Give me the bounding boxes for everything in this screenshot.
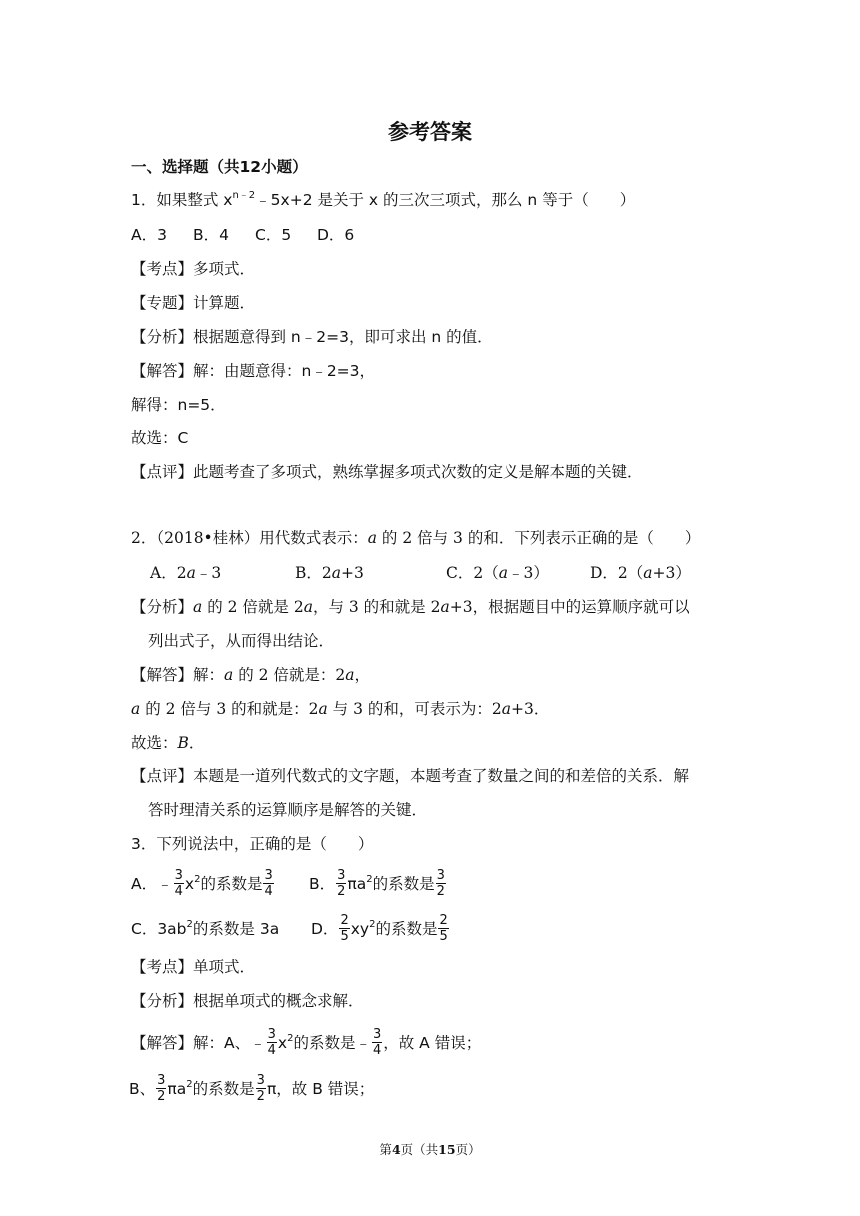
numerator: 3	[157, 1073, 166, 1088]
exponent: 2	[366, 874, 373, 885]
q2-stem-part: 的 2 倍与 3 的和．下列表示正确的是（ ）	[381, 529, 701, 547]
q3-options-cd	[131, 914, 450, 945]
fraction	[336, 868, 346, 899]
fraction	[256, 1073, 266, 1104]
q1-option-d: D．6	[317, 226, 355, 244]
q2-option-d	[590, 563, 691, 583]
q3-text: B、	[129, 1080, 156, 1098]
q3-text: 的系数是	[375, 920, 438, 938]
q3-text: C．3ab	[131, 920, 187, 938]
q2-text: 故选：	[131, 734, 178, 752]
q2-variable: a	[224, 666, 234, 684]
fraction	[438, 913, 448, 944]
question-2-options	[150, 563, 691, 583]
denominator: 4	[372, 1043, 382, 1058]
q2-variable: a	[318, 700, 328, 718]
q2-opt-text: +3	[341, 564, 364, 582]
fraction	[436, 868, 446, 899]
q2-option-a	[150, 563, 295, 583]
denominator: 2	[256, 1089, 265, 1104]
q2-text: 【分析】	[131, 598, 194, 616]
q1-answer: 故选：C	[131, 429, 189, 447]
question-3-stem: 3．下列说法中，正确的是（ ）	[131, 835, 374, 853]
q2-text: 的 2 倍就是：2	[238, 666, 346, 684]
q2-option-b	[295, 563, 446, 583]
numerator: 3	[267, 1027, 276, 1042]
exponent: 2	[369, 919, 376, 930]
exponent: 2	[287, 1033, 294, 1044]
q2-variable: a	[345, 666, 355, 684]
current-page-number: 4	[391, 1142, 401, 1157]
total-pages-number: 15	[438, 1142, 456, 1157]
q2-option-c	[446, 563, 590, 583]
q1-dianping: 【点评】此题考查了多项式，熟练掌握多项式次数的定义是解本题的关键．	[131, 463, 643, 481]
q3-text: 的系数是﹣	[293, 1034, 371, 1052]
q2-opt-text: B．2	[295, 564, 332, 582]
q3-text: 【解答】解：A、﹣	[131, 1034, 266, 1052]
q3-options-ab	[131, 869, 447, 900]
q3-text: B．	[309, 875, 336, 893]
numerator: 3	[174, 868, 183, 883]
q2-text: +3．	[511, 700, 550, 718]
q2-variable: a	[186, 564, 196, 582]
denominator: 2	[157, 1089, 166, 1104]
q3-text: xy	[350, 920, 370, 938]
q2-jieda	[131, 665, 370, 685]
q3-text: 的系数是	[372, 875, 435, 893]
q3-option-c	[131, 919, 311, 942]
q3-jieda-line-b	[129, 1074, 374, 1105]
q3-text: ，故 A 错误；	[383, 1034, 482, 1052]
denominator: 4	[264, 884, 273, 899]
q1-zhuanti: 【专题】计算题．	[131, 294, 256, 312]
q2-variable: a	[367, 529, 377, 547]
question-1-stem	[131, 190, 635, 213]
q2-text: 的 2 倍就是 2	[207, 598, 304, 616]
q2-opt-text: +3）	[652, 564, 691, 582]
section-heading: 一、选择题（共12小题）	[131, 158, 308, 176]
q3-text: πa	[347, 875, 367, 893]
denominator: 5	[340, 929, 349, 944]
q2-jieda-line-2	[131, 699, 549, 719]
numerator: 3	[264, 868, 273, 883]
q2-text: ，	[354, 666, 371, 684]
q3-option-d	[311, 914, 450, 945]
q2-text: ．	[188, 734, 205, 752]
q2-opt-text: A．2	[150, 564, 187, 582]
page-title: 参考答案	[388, 120, 472, 144]
q2-text: 的 2 倍与 3 的和就是：2	[145, 700, 319, 718]
q2-stem-part: 2．（2018•桂林）用代数式表示：	[131, 529, 368, 547]
q3-text: π，故 B 错误；	[266, 1080, 375, 1098]
q2-dianping-line-1: 【点评】本题是一道列代数式的文字题，本题考查了数量之间的和差倍的关系．解	[131, 767, 690, 785]
exponent: 2	[186, 1079, 193, 1090]
fraction	[267, 1027, 277, 1058]
q2-opt-text: C．2（	[446, 564, 499, 582]
question-2-stem	[131, 528, 700, 548]
q2-variable: a	[331, 564, 342, 582]
q2-text: +3，根据题目中的运算顺序就可以	[449, 598, 690, 616]
q1-option-c: C．5	[255, 226, 292, 244]
q2-variable: a	[501, 700, 511, 718]
q2-answer-letter: B	[177, 734, 189, 752]
q2-variable: a	[498, 564, 508, 582]
denominator: 2	[436, 884, 445, 899]
fraction	[174, 868, 184, 899]
footer-text: 页）	[455, 1142, 481, 1157]
q2-variable: a	[643, 564, 653, 582]
numerator: 2	[439, 913, 448, 928]
page-footer	[0, 1140, 860, 1158]
numerator: 3	[436, 868, 445, 883]
q1-jieda: 【解答】解：由题意得：n﹣2=3，	[131, 362, 376, 380]
q2-text: ，与 3 的和就是 2	[312, 598, 441, 616]
q2-fenxi-line-2: 列出式子，从而得出结论．	[148, 632, 335, 650]
fraction	[372, 1027, 382, 1058]
q3-text: x	[184, 875, 195, 893]
denominator: 5	[439, 929, 448, 944]
q1-jiede: 解得：n=5．	[131, 396, 226, 414]
q2-opt-text: ﹣3）	[507, 564, 549, 582]
footer-text: 页（共	[400, 1142, 439, 1157]
q1-stem-part: ﹣5x+2 是关于 x 的三次三项式，那么 n 等于（ ）	[255, 191, 636, 209]
q2-variable: a	[303, 598, 313, 616]
q2-variable: a	[440, 598, 450, 616]
q1-kaodian: 【考点】多项式．	[131, 260, 256, 278]
q2-variable: a	[131, 700, 141, 718]
q3-option-a	[131, 869, 309, 900]
q2-variable: a	[193, 598, 203, 616]
q3-option-b	[309, 869, 447, 900]
q3-kaodian: 【考点】单项式．	[131, 958, 256, 976]
q3-text: D．	[311, 920, 339, 938]
q3-jieda	[131, 1028, 481, 1059]
numerator: 2	[340, 913, 349, 928]
q3-text: 的系数是	[192, 1080, 255, 1098]
numerator: 3	[372, 1027, 382, 1042]
numerator: 3	[256, 1073, 265, 1088]
q2-text: 【解答】解：	[131, 666, 225, 684]
denominator: 4	[174, 884, 183, 899]
q3-fenxi: 【分析】根据单项式的概念求解．	[131, 992, 364, 1010]
fraction	[156, 1073, 166, 1104]
numerator: 3	[337, 868, 346, 883]
fraction	[339, 913, 349, 944]
q3-text: A．﹣	[131, 875, 173, 893]
question-1-options	[131, 225, 354, 245]
q2-opt-text: ﹣3	[195, 564, 222, 582]
q1-exponent: n﹣2	[232, 190, 256, 201]
footer-text: 第	[379, 1142, 392, 1157]
denominator: 4	[267, 1043, 276, 1058]
q3-text: 的系数是	[200, 875, 263, 893]
q2-opt-text: D．2（	[590, 564, 644, 582]
denominator: 2	[337, 884, 346, 899]
q3-text: πa	[167, 1080, 187, 1098]
q1-option-a: A．3	[131, 226, 167, 244]
q3-text: x	[277, 1034, 288, 1052]
q1-stem-part: 1．如果整式 x	[131, 191, 233, 209]
q1-fenxi: 【分析】根据题意得到 n﹣2=3，即可求出 n 的值．	[131, 328, 493, 346]
exponent: 2	[194, 874, 201, 885]
fraction	[263, 868, 273, 899]
q2-answer	[131, 733, 204, 753]
q1-option-b: B．4	[193, 226, 229, 244]
q2-dianping-line-2: 答时理清关系的运算顺序是解答的关键．	[148, 801, 428, 819]
q2-fenxi-line-1	[131, 597, 690, 617]
q3-text: 的系数是 3a	[192, 920, 280, 938]
q2-text: 与 3 的和，可表示为：2	[332, 700, 502, 718]
exponent: 2	[186, 919, 193, 930]
